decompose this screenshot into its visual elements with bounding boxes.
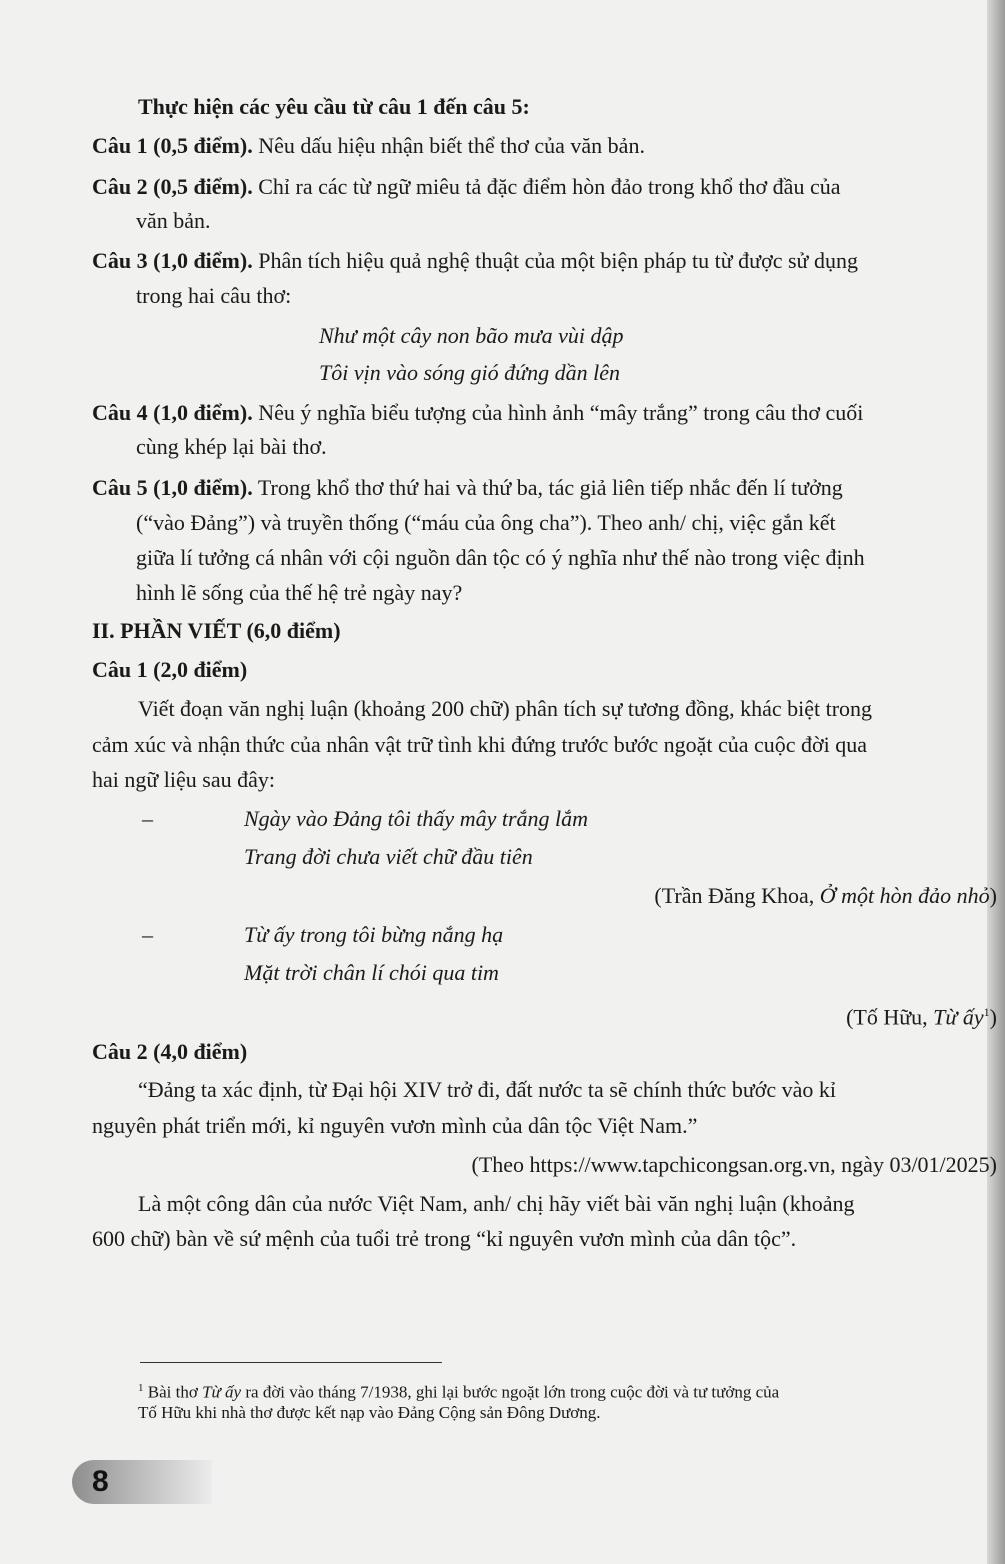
excerpt-2-line-1: Từ ấy trong tôi bừng nắng hạ	[244, 922, 504, 947]
question-5-text-l4: hình lẽ sống của thế hệ trẻ ngày nay?	[136, 580, 463, 605]
question-4-text: Nêu ý nghĩa biểu tượng của hình ảnh “mây trắng” trong câu thơ cuối	[252, 400, 864, 425]
writing-question-1-text-l2: cảm xúc và nhận thức của nhân vật trữ tình khi đứng trước bước ngoặt của cuộc đời qua	[92, 732, 868, 757]
writing-question-2-label: Câu 2 (4,0 điểm)	[92, 1039, 248, 1064]
footnote-line-2: Tố Hữu khi nhà thơ được kết nạp vào Đảng Cộng sản Đông Dương.	[138, 1403, 601, 1422]
question-2	[92, 172, 840, 202]
question-1-text: Nêu dấu hiệu nhận biết thể thơ của văn bản.	[252, 133, 645, 158]
question-2-text: Chỉ ra các từ ngữ miêu tả đặc điểm hòn đảo trong khổ thơ đầu của	[252, 174, 841, 199]
question-3-text-cont: trong hai câu thơ:	[136, 283, 292, 308]
question-1-label: Câu 1 (0,5 điểm).	[92, 133, 253, 158]
question-3-text: Phân tích hiệu quả nghệ thuật của một biện pháp tu từ được sử dụng	[252, 248, 858, 273]
excerpt-1-source	[654, 881, 997, 911]
question-2-text-cont: văn bản.	[136, 208, 211, 233]
writing-question-2-task-l1: Là một công dân của nước Việt Nam, anh/ chị hãy viết bài văn nghị luận (khoảng	[138, 1191, 855, 1216]
question-3-label: Câu 3 (1,0 điểm).	[92, 248, 253, 273]
question-5-text: Trong khổ thơ thứ hai và thứ ba, tác giả liên tiếp nhắc đến lí tưởng	[252, 475, 843, 500]
page-edge-shadow	[987, 0, 1005, 1564]
footnote-l1-title: Từ ấy	[202, 1382, 242, 1402]
writing-question-1-label: Câu 1 (2,0 điểm)	[92, 657, 248, 682]
writing-heading: II. PHẦN VIẾT (6,0 điểm)	[92, 618, 341, 643]
excerpt-2-dash: –	[142, 922, 153, 947]
question-5-text-l3: giữa lí tưởng cá nhân với cội nguồn dân tộc có ý nghĩa như thế nào trong việc định	[136, 545, 865, 570]
excerpt-1-source-title: Ở một hòn đảo nhỏ	[819, 883, 990, 908]
excerpt-2-source-title: Từ ấy	[933, 1004, 984, 1030]
instruction: Thực hiện các yêu cầu từ câu 1 đến câu 5:	[138, 94, 530, 119]
excerpt-1-dash: –	[142, 806, 153, 831]
writing-question-1-text-l3: hai ngữ liệu sau đây:	[92, 767, 275, 792]
writing-question-2-source: (Theo https://www.tapchicongsan.org.vn, ngày 03/01/2025)	[471, 1152, 997, 1177]
excerpt-1-source-prefix: (Trần Đăng Khoa,	[654, 883, 820, 908]
writing-question-1-text-l1: Viết đoạn văn nghị luận (khoảng 200 chữ) phân tích sự tương đồng, khác biệt trong	[138, 696, 873, 721]
question-3-verse-2: Tôi vịn vào sóng gió đứng dần lên	[319, 360, 621, 385]
question-3	[92, 246, 858, 276]
question-4-label: Câu 4 (1,0 điểm).	[92, 400, 253, 425]
footnote-l1-b: ra đời vào tháng 7/1938, ghi lại bước ngoặt lớn trong cuộc đời và tư tưởng của	[241, 1382, 780, 1402]
question-4	[92, 398, 863, 428]
question-5-label: Câu 5 (1,0 điểm).	[92, 475, 253, 500]
page-number: 8	[92, 1465, 109, 1498]
excerpt-2-source-suffix: )	[989, 1004, 997, 1030]
excerpt-1-source-suffix: )	[989, 883, 997, 908]
excerpt-1-line-2: Trang đời chưa viết chữ đầu tiên	[244, 844, 533, 869]
footnote-ref: 1	[983, 1005, 990, 1019]
question-5-text-l2: (“vào Đảng”) và truyền thống (“máu của ông cha”). Theo anh/ chị, việc gắn kết	[136, 510, 836, 535]
question-3-verse-1: Như một cây non bão mưa vùi dập	[319, 323, 624, 348]
question-5	[92, 473, 843, 503]
footnote-l1-a: Bài thơ	[143, 1382, 203, 1402]
footnote-marker: 1	[138, 1382, 144, 1394]
excerpt-2-line-2: Mặt trời chân lí chói qua tim	[244, 960, 499, 985]
writing-question-2-quote-l2: nguyên phát triển mới, kỉ nguyên vươn mình của dân tộc Việt Nam.”	[92, 1113, 698, 1138]
footnote-divider	[140, 1362, 442, 1363]
question-1	[92, 131, 645, 161]
writing-question-2-task-l2: 600 chữ) bàn về sứ mệnh của tuổi trẻ trong “kỉ nguyên vươn mình của dân tộc”.	[92, 1226, 797, 1251]
question-2-label: Câu 2 (0,5 điểm).	[92, 174, 253, 199]
excerpt-2-source	[846, 997, 997, 1032]
writing-question-2-quote-l1: “Đảng ta xác định, từ Đại hội XIV trở đi, đất nước ta sẽ chính thức bước vào kỉ	[138, 1077, 837, 1102]
excerpt-1-line-1: Ngày vào Đảng tôi thấy mây trắng lắm	[244, 806, 589, 831]
question-4-text-cont: cùng khép lại bài thơ.	[136, 434, 327, 459]
excerpt-2-source-prefix: (Tố Hữu,	[846, 1004, 934, 1030]
